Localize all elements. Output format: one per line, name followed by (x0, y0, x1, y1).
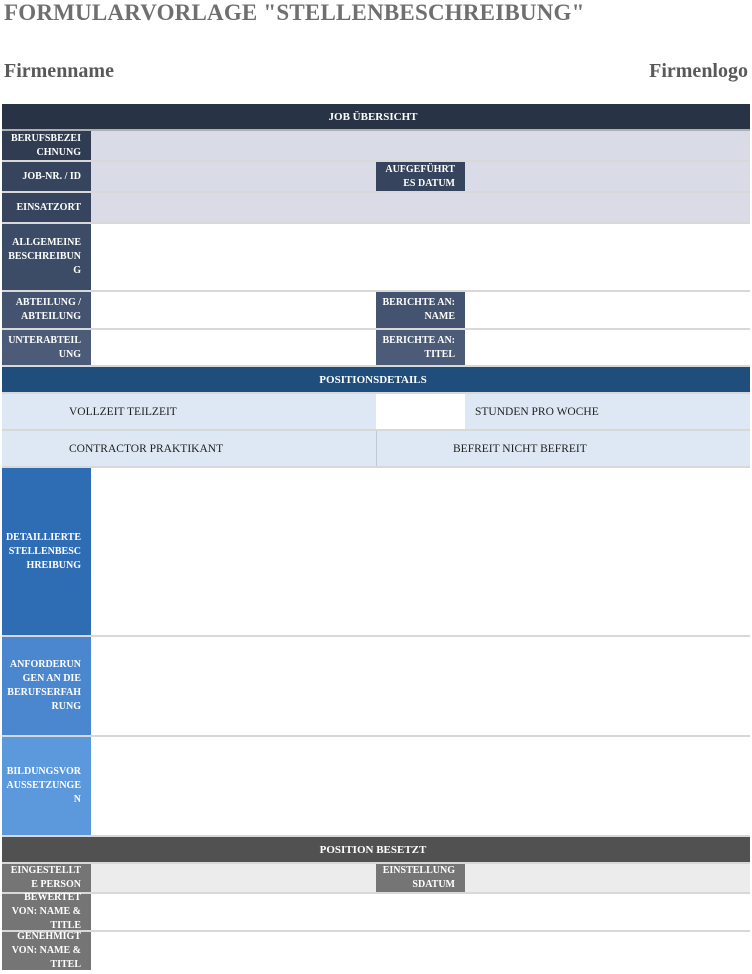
hire-date-label: EINSTELLUNG SDATUM (376, 864, 465, 892)
company-logo-placeholder: Firmenlogo (649, 60, 748, 82)
listed-date-field[interactable] (465, 162, 750, 191)
approved-by-field[interactable] (91, 932, 750, 970)
fulltime-parttime-option[interactable]: VOLLZEIT TEILZEIT (2, 394, 376, 429)
department-label: ABTEILUNG / ABTEILUNG (2, 292, 91, 328)
hours-per-week-field[interactable] (376, 394, 465, 429)
hours-per-week-label: STUNDEN PRO WOCHE (465, 394, 750, 429)
location-field[interactable] (91, 193, 750, 222)
experience-requirements-label: ANFORDERUN GEN AN DIE BERUFSERFAH RUNG (2, 637, 91, 735)
reviewed-by-label: BEWERTET VON: NAME & TITLE (2, 894, 91, 930)
reports-to-name-field[interactable] (465, 292, 750, 328)
company-name: Firmenname (4, 60, 114, 82)
location-label: EINSATZORT (2, 193, 91, 222)
subdivision-field[interactable] (91, 330, 376, 365)
detailed-description-field[interactable] (91, 468, 750, 635)
page-title: FORMULARVORLAGE "STELLENBESCHREIBUNG" (4, 0, 585, 25)
job-id-field[interactable] (91, 162, 376, 191)
contractor-intern-option[interactable]: CONTRACTOR PRAKTIKANT (2, 431, 376, 466)
position-details-heading: POSITIONSDETAILS (2, 367, 750, 392)
department-field[interactable] (91, 292, 376, 328)
subdivision-label: UNTERABTEIL UNG (2, 330, 91, 365)
approved-by-label: GENEHMIGT VON: NAME & TITEL (2, 932, 91, 970)
listed-date-label: AUFGEFÜHRT ES DATUM (376, 162, 465, 191)
exempt-nonexempt-option[interactable]: BEFREIT NICHT BEFREIT (376, 431, 750, 466)
reviewed-by-field[interactable] (91, 894, 750, 930)
education-requirements-label: BILDUNGSVOR AUSSETZUNGE N (2, 737, 91, 835)
general-description-field[interactable] (91, 224, 750, 290)
education-requirements-field[interactable] (91, 737, 750, 835)
detailed-description-label: DETAILLIERTE STELLENBESC HREIBUNG (2, 468, 91, 635)
reports-to-name-label: BERICHTE AN: NAME (376, 292, 465, 328)
job-title-label: BERUFSBEZEI CHNUNG (2, 131, 91, 160)
position-filled-heading: POSITION BESETZT (2, 837, 750, 862)
job-description-form (2, 104, 750, 970)
general-description-label: ALLGEMEINE BESCHREIBUN G (2, 224, 91, 290)
hire-date-field[interactable] (465, 864, 750, 892)
reports-to-title-field[interactable] (465, 330, 750, 365)
hired-person-field[interactable] (91, 864, 376, 892)
experience-requirements-field[interactable] (91, 637, 750, 735)
reports-to-title-label: BERICHTE AN: TITEL (376, 330, 465, 365)
hired-person-label: EINGESTELLT E PERSON (2, 864, 91, 892)
job-id-label: JOB-NR. / ID (2, 162, 91, 191)
job-title-field[interactable] (91, 131, 750, 160)
job-overview-heading: JOB ÜBERSICHT (2, 104, 750, 129)
